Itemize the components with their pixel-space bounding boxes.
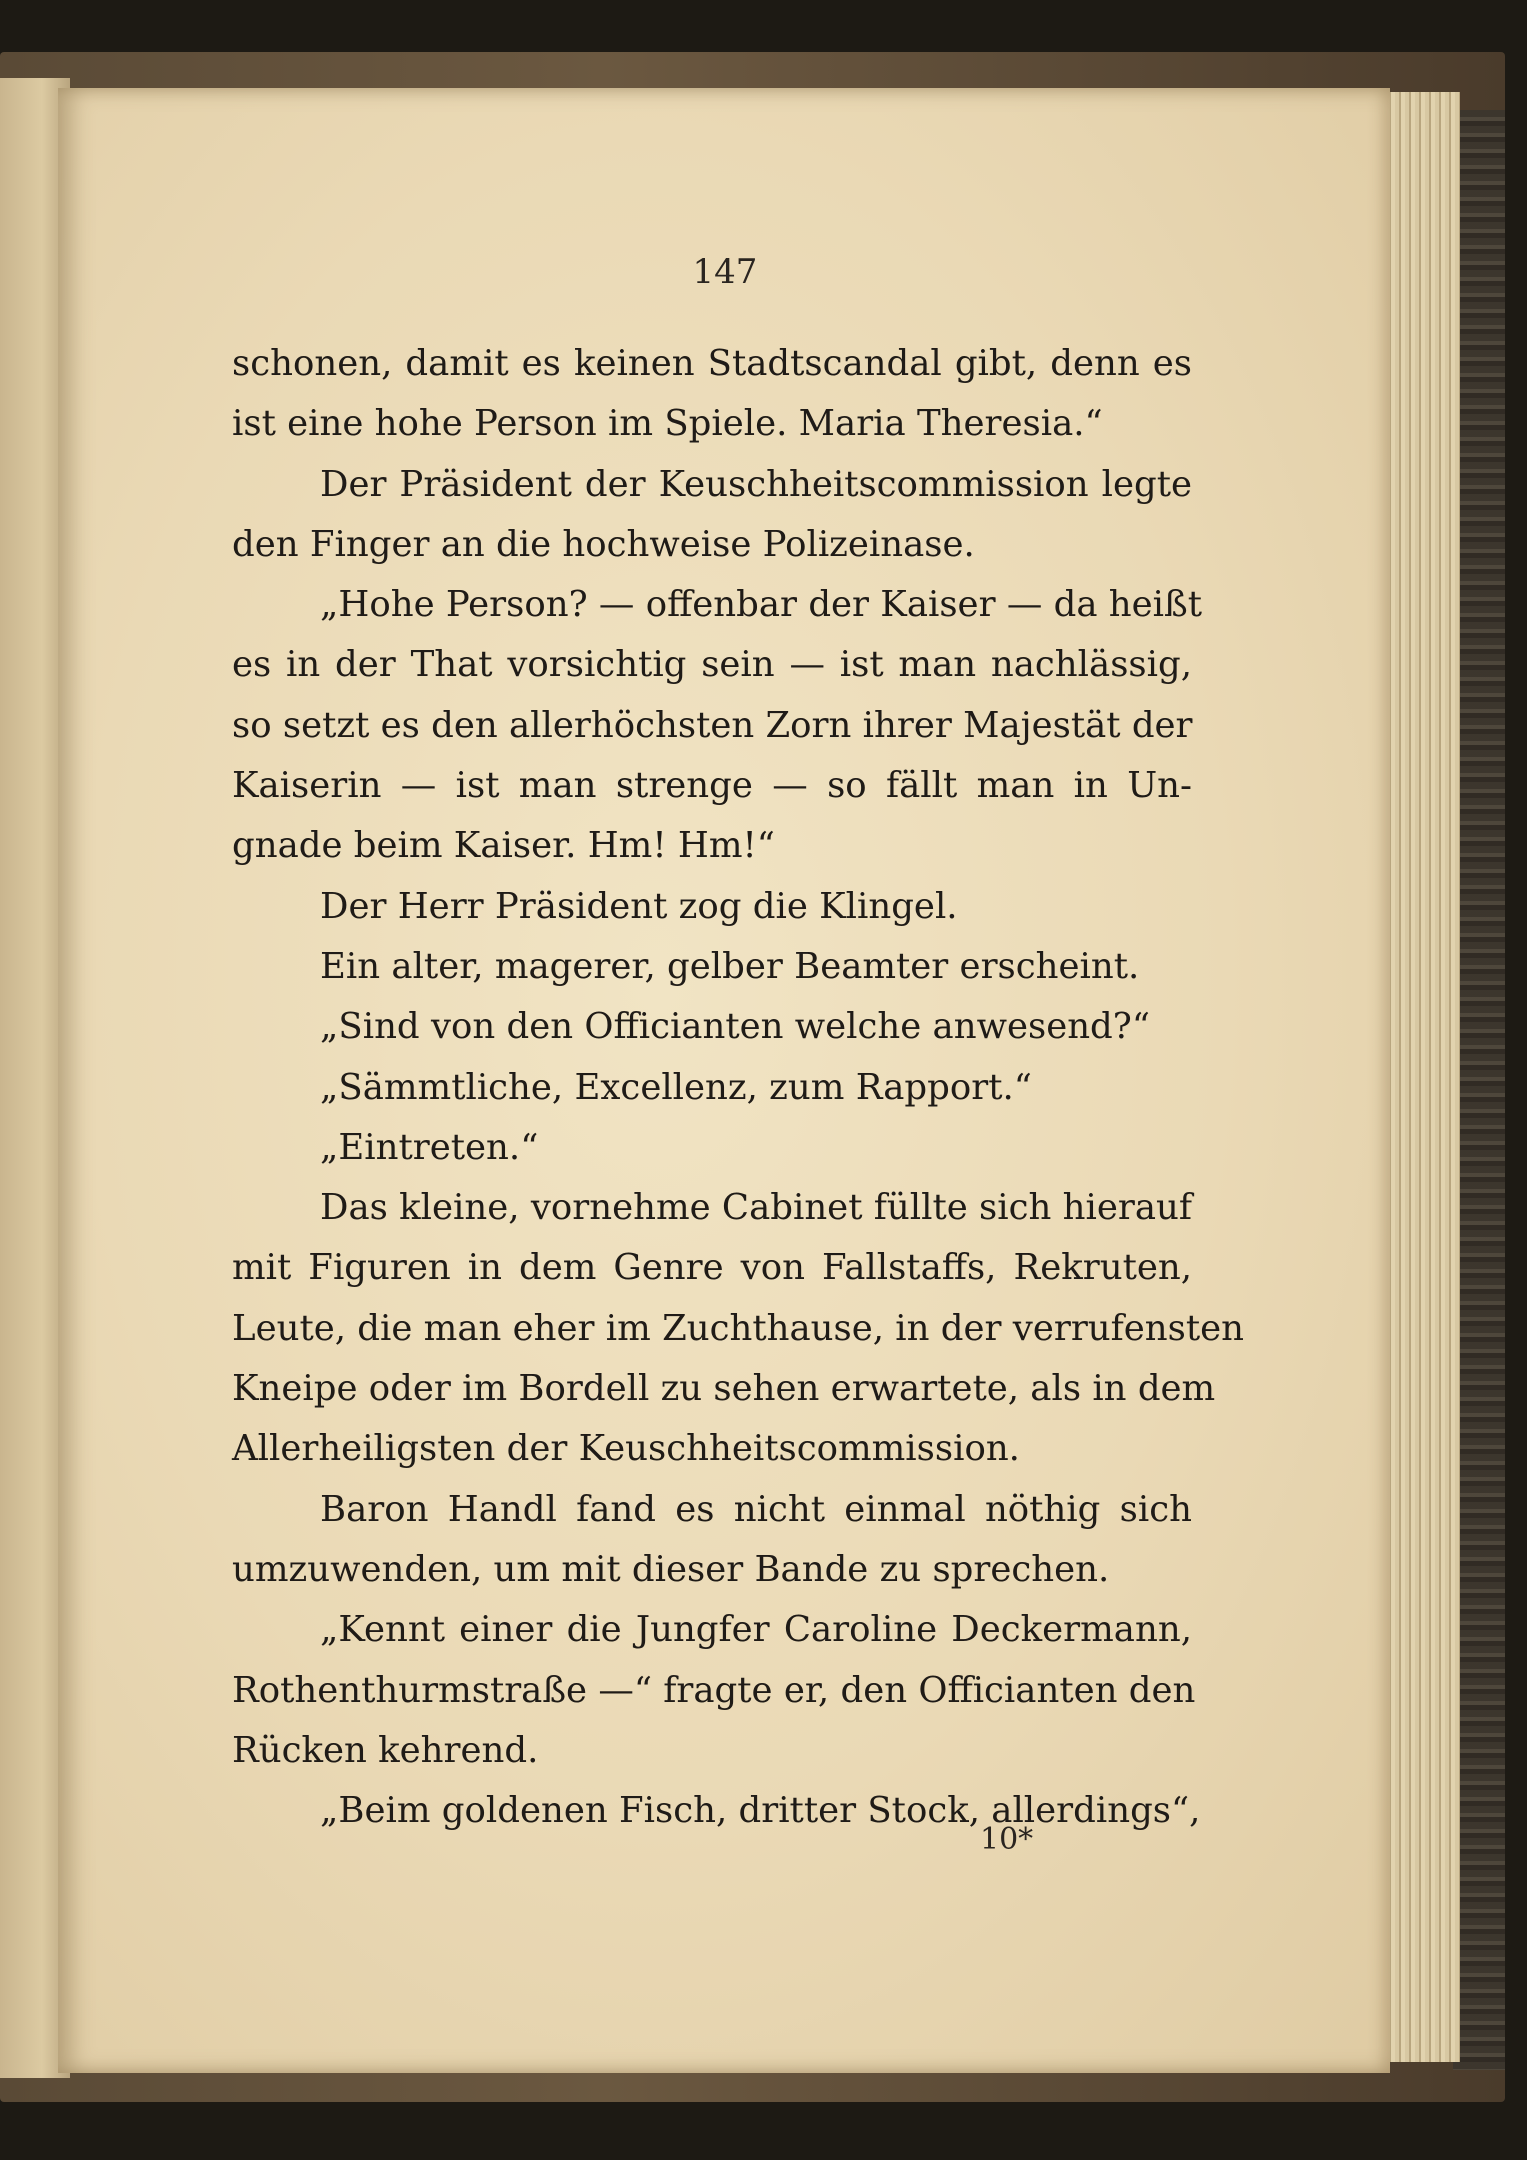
text-line: Der Herr Präsident zog die Klingel. [320,885,958,927]
text-line: Kneipe oder im Bordell zu sehen erwartete, als in dem [232,1368,1216,1410]
text-line: Allerheiligsten der Keuschheitscommission. [232,1428,1020,1470]
text-line: so setzt es den allerhöchsten Zorn ihrer Majestät der [232,704,1193,746]
text-line: schonen, damit es keinen Stadtscandal gibt, denn es [232,343,1192,384]
text-line: mit Figuren in dem Genre von Fallstaffs, Rekruten, [232,1247,1192,1289]
text-line: ist eine hohe Person im Spiele. Maria Theresia.“ [232,403,1103,445]
text-line: den Finger an die hochweise Polizeinase. [232,523,975,565]
text-line: „Kennt einer die Jungfer Caroline Deckermann, [320,1609,1192,1651]
text-line: „Eintreten.“ [320,1126,539,1168]
text-line: Leute, die man eher im Zuchthause, in der verrufensten [232,1307,1245,1349]
text-line: „Sämmtliche, Excellenz, zum Rapport.“ [320,1066,1032,1108]
text-line: gnade beim Kaiser. Hm! Hm!“ [232,825,775,867]
text-line: umzuwenden, um mit dieser Bande zu sprechen. [232,1548,1110,1590]
text-line: Kaiserin — ist man strenge — so fällt man in Un- [232,765,1192,807]
text-line: Baron Handl fand es nicht einmal nöthig sich [320,1488,1192,1530]
text-body [232,334,1245,1841]
text-line: Rücken kehrend. [232,1729,539,1771]
page-number: 147 [692,252,758,292]
text-line: Der Präsident der Keuschheitscommission legte [320,463,1192,505]
page-stack [1385,92,1460,2062]
text-line: „Sind von den Officianten welche anwesend?“ [320,1006,1150,1048]
text-line: „Hohe Person? — offenbar der Kaiser — da heißt [320,584,1202,626]
book-edge [1453,110,1505,2070]
text-line: „Beim goldenen Fisch, dritter Stock, allerdings“, [320,1790,1201,1832]
signature-mark: 10* [980,1822,1034,1857]
text-line: es in der That vorsichtig sein — ist man nachlässig, [232,644,1192,686]
text-line: Ein alter, magerer, gelber Beamter erscheint. [320,945,1140,987]
text-line: Rothenthurmstraße —“ fragte er, den Officianten den [232,1669,1196,1711]
text-line: Das kleine, vornehme Cabinet füllte sich hierauf [320,1187,1192,1229]
